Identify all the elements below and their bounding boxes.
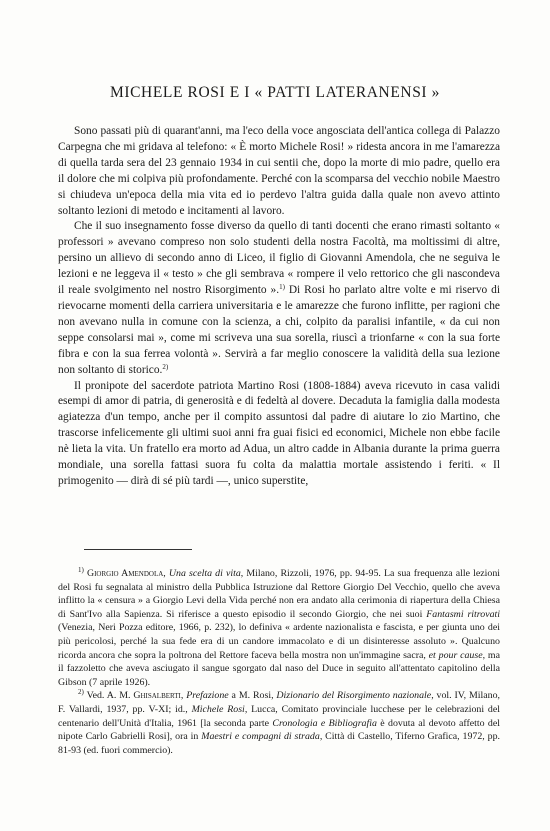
footnote-divider [84,549,192,550]
paragraph-2-part-b: Di Rosi ho parlato altre volte e mi riservo di rievocarne momenti della carriera universitaria e le amarezze che furono inflitte, per ragioni che non avevano nulla in comune con la scienza, a chi, colpito da paralisi infantile, « da cui non seppe consolarsi mai », come mi scriveva una sua sorella, riuscì a trionfarne « con la sua forte fibra e con la sua ferrea volontà ». Servirà a far meglio conoscere la validità della sua lezione non soltanto di storico. [58,284,501,376]
paragraph-1: Sono passati più di quarant'anni, ma l'eco della voce angosciata dell'antica collega di Palazzo Carpegna che mi gridava al telefono: « È morto Michele Rosi! » ridesta ancora in me l'amarezza di quella tarda sera del 23 gennaio 1934 in cui sentii che, dopo la morte di mio padre, quello era il dolore che mi colpiva più profondamente. Perché con la scomparsa del vecchio nobile Maestro si chiudeva un'epoca della mia vita ed io perdevo l'altra guida dalla quale non avevo attinto soltanto lezioni di metodo e incitamenti al lavoro. [58,125,500,217]
footnote-1-phrase: et pour cause [428,649,483,661]
footnote-2-work: Prefazione [186,690,229,702]
footnote-2-work2: Dizionario del Risorgimento nazionale [276,690,432,702]
footnote-2-text-a: a M. Rosi, [228,690,277,702]
footnote-1: $^{1)}$ Giorgio Amendola, Una scelta di vita, Milano, Rizzoli, 1976, pp. 94-95. La sua frequenza alle lezioni del Rosi fu segnalata al ministro della Pubblica Istruzione dal Rettore Giorgio Del Vecchio, quello che aveva inflitto la « censura » a Giorgio Levi della Vida perché non era andato alla cerimonia di riapertura della Chiesa di Sant'Ivo alla Sapienza. Si riferisce a questo episodio il secondo Giorgio, che nei suoi Fantasmi ritrovati (Venezia, Neri Pozza editore, 1966, p. 232), lo definiva « ardente nazionalista e fascista, e per giunta uno dei più pericolosi, perché la sua fede era di un candore immacolato e di un disinteresse assoluto ». Qualcuno ricorda ancora che sopra la poltrona del Rettore faceva bella mostra non un'immagine sacra, et pour cause, ma il fazzoletto che aveva asciugato il sangue sgorgato dal naso del Duce in seguito all'attentato capitolino della Gibson (7 aprile 1926). [58,566,501,688]
footnote-2-text-e: , Città di Castello, Tiferno Grafica, 1972, pp. 81-93 (ed. fuori commercio). [58,731,500,756]
footnote-2-work3: Michele Rosi [191,703,245,715]
footnote-2-text-b: , vol. IV, Milano, F. Vallardi, 1937, pp. V-XI; id., [58,690,501,715]
footnote-1-text-b: (Venezia, Neri Pozza editore, 1966, p. 232), lo definiva « ardente nazionalista e fascista, e per giunta uno dei più pericolosi, perché la sua fede era di un candore immacolato e di un disinteresse assoluto ». Qualcuno ricorda ancora che sopra la poltrona del Rettore faceva bella mostra non un'immagine sacra, [58,622,500,661]
footnote-2-lead: Ved. A. M. [86,690,134,702]
footnote-mark-1: 1) [279,283,285,292]
footnote-2-work4: Cronologia e Bibliografia [272,717,377,729]
footnote-1-work: Una scelta di vita [168,568,241,579]
footnote-2-mark: 2) [78,688,84,697]
footnote-1-author: Giorgio Amendola [86,568,164,579]
page-title: MICHELE ROSI E I « PATTI LATERANENSI » [109,84,441,101]
body-text [58,124,500,490]
footnote-mark-2: 2) [162,362,169,371]
footnote-2-author: Ghisalberti [133,690,181,702]
footnote-1-work2: Fantasmi ritrovati [426,608,501,620]
footnote-1-mark: 1) [78,566,84,574]
footnote-2-text-c: , Lucca, Comitato provinciale lucchese per le celebrazioni del centenario dell'Unità d'Italia, 1961 [la seconda parte [58,703,500,729]
footnote-2: $^{2)}$ Ved. A. M. Ghisalberti, Prefazione a M. Rosi, Dizionario del Risorgimento nazionale, vol. IV, Milano, F. Vallardi, 1937, pp. V-XI; id., Michele Rosi, Lucca, Comitato provinciale lucchese per le celebrazioni del centenario dell'Unità d'Italia, 1961 [la seconda parte Cronologia e Bibliografia è dovuta al devoto affetto del nipote Carlo Gabrielli Rosi], ora in Maestri e compagni di strada, Città di Castello, Tiferno Grafica, 1972, pp. 81-93 (ed. fuori commercio). [58,688,501,756]
footnote-1-text-c: , ma il fazzoletto che aveva asciugato il sangue sgorgato dal naso del Duce in seguito all'attentato capitolino della Gibson (7 aprile 1926). [58,649,500,688]
paragraph-2 [58,219,500,378]
footnotes [58,567,500,757]
footnote-1-text-a: , Milano, Rizzoli, 1976, pp. 94-95. La sua frequenza alle lezioni del Rosi fu segnalata al ministro della Pubblica Istruzione dal Rettore Giorgio Del Vecchio, quello che aveva inflitto la « censura » a Giorgio Levi della Vida perché non era andato alla cerimonia di riapertura della Chiesa di Sant'Ivo alla Sapienza. Si riferisce a questo episodio il secondo Giorgio, che nei suoi [58,568,501,620]
footnote-2-work5: Maestri e compagni di strada [201,731,320,743]
paragraph-2-part-a: Che il suo insegnamento fosse diverso da quello di tanti docenti che erano rimasti soltanto « professori » avevano compreso non solo studenti della nostra Facoltà, ma moltissimi di altre, persino un allievo di secondo anno di Liceo, il figlio di Giovanni Amendola, che ne seguiva le lezioni e ne leggeva il « testo » che gli sembrava « rompere il velo rettorico che gli nascondeva il reale svolgimento nel nostro Risorgimento ». [58,220,500,297]
footnote-2-text-d: è dovuta al devoto affetto del nipote Carlo Gabrielli Rosi], ora in [58,717,501,743]
paragraph-3: Il pronipote del sacerdote patriota Martino Rosi (1808-1884) aveva ricevuto in casa validi esempi di amor di patria, di generosità e di fedeltà al dovere. Decaduta la famiglia dalla modesta agiatezza d'un tempo, anche per il compito assuntosi dal padre di aiutare lo zio Martino, che trascorse infelicemente gli ultimi suoi anni fra guai fisici ed economici, Michele non ebbe facile nè lieta la vita. Un fratello era morto ad Adua, un altro cadde in Albania durante la prima guerra mondiale, una sorella fattasi suora fu colta da malattia mortale assistendo i feriti. « Il primogenito — dirà di sé più tardi —, unico superstite, [58,379,500,487]
